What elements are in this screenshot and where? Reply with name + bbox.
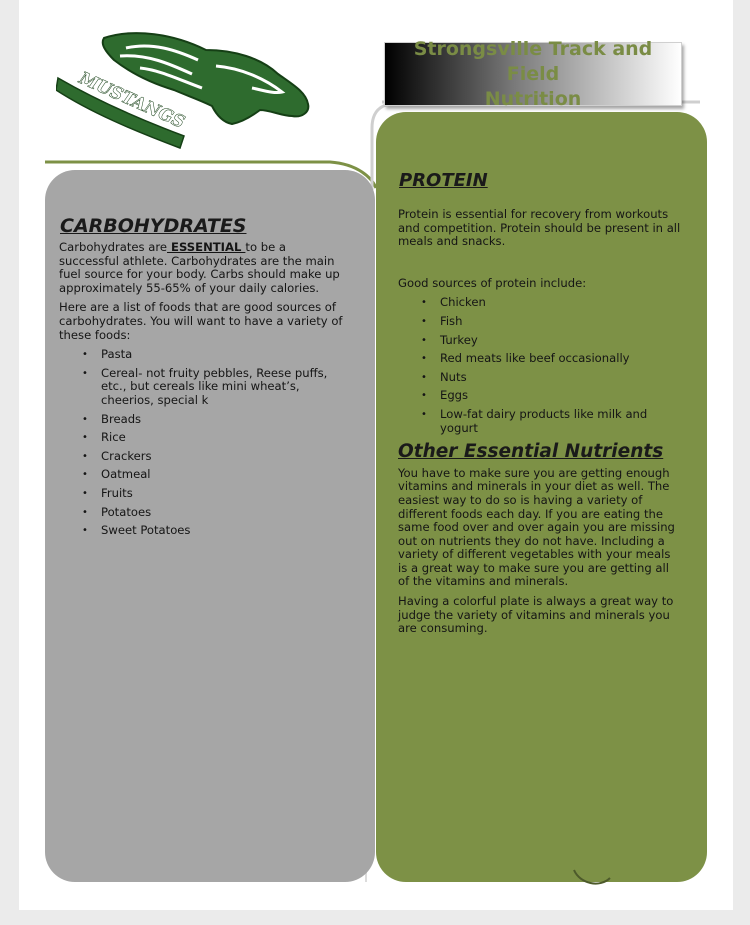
document-title: Strongsville Track and Field Nutrition	[413, 37, 653, 110]
logo-wordmark: MUSTANGS	[76, 68, 188, 133]
protein-foods-list	[398, 296, 683, 435]
protein-panel	[376, 112, 707, 882]
nutrients-paragraph-1: You have to make sure you are getting enough vitamins and minerals in your diet as well. The easiest way to do so is having a variety of different foods each day. If you are eating the same food over and over again you are missing out on nutrients they do not have. Including a variety of different vegetables with your meals is a great way to make sure you are getting all of the vitamins and minerals.	[398, 465, 675, 589]
intro-text-start: Carbohydrates are	[59, 240, 168, 254]
list-item: • Fruits	[101, 487, 349, 501]
list-item: • Red meats like beef occasionally	[440, 352, 683, 366]
protein-intro: Protein is essential for recovery from workouts and competition. Protein should be present in all meals and snacks.	[398, 207, 681, 249]
carbohydrates-body	[59, 241, 349, 543]
list-item: • Low-fat dairy products like milk and yogurt	[440, 408, 683, 435]
nutrients-paragraph-2: Having a colorful plate is always a great way to judge the variety of vitamins and minerals you are consuming.	[398, 594, 674, 636]
other-nutrients-heading: Other Essential Nutrients	[398, 441, 664, 463]
list-item: • Rice	[101, 431, 349, 445]
carbohydrates-intro	[59, 241, 349, 295]
list-item: • Cereal- not fruity pebbles, Reese puffs, etc., but cereals like mini wheat’s, cheerios, special k	[101, 367, 349, 408]
list-item: • Pasta	[101, 348, 349, 362]
bottom-decorative-arc	[570, 866, 640, 890]
intro-text-end: to be a successful athlete. Carbohydrates are the main fuel source for your body. Carbs should make up approximately 55-65% of your daily calories.	[59, 240, 340, 295]
title-banner	[384, 37, 682, 110]
carbohydrates-panel	[45, 170, 375, 882]
list-item: • Turkey	[440, 334, 683, 348]
essential-emphasis: ESSENTIAL	[167, 240, 246, 254]
list-item: • Breads	[101, 413, 349, 427]
list-item: • Potatoes	[101, 506, 349, 520]
protein-body	[398, 208, 683, 642]
list-item: • Crackers	[101, 450, 349, 464]
list-item: • Fish	[440, 315, 683, 329]
carbohydrates-list-intro: Here are a list of foods that are good sources of carbohydrates. You will want to have a variety of these foods:	[59, 300, 343, 342]
protein-list-intro: Good sources of protein include:	[398, 275, 587, 290]
carbohydrate-foods-list	[59, 348, 349, 538]
list-item: • Eggs	[440, 389, 683, 403]
carbohydrates-heading: CARBOHYDRATES	[60, 215, 247, 237]
protein-heading: PROTEIN	[399, 170, 488, 191]
list-item: • Oatmeal	[101, 468, 349, 482]
list-item: • Chicken	[440, 296, 683, 310]
list-item: • Nuts	[440, 371, 683, 385]
list-item: • Sweet Potatoes	[101, 524, 349, 538]
